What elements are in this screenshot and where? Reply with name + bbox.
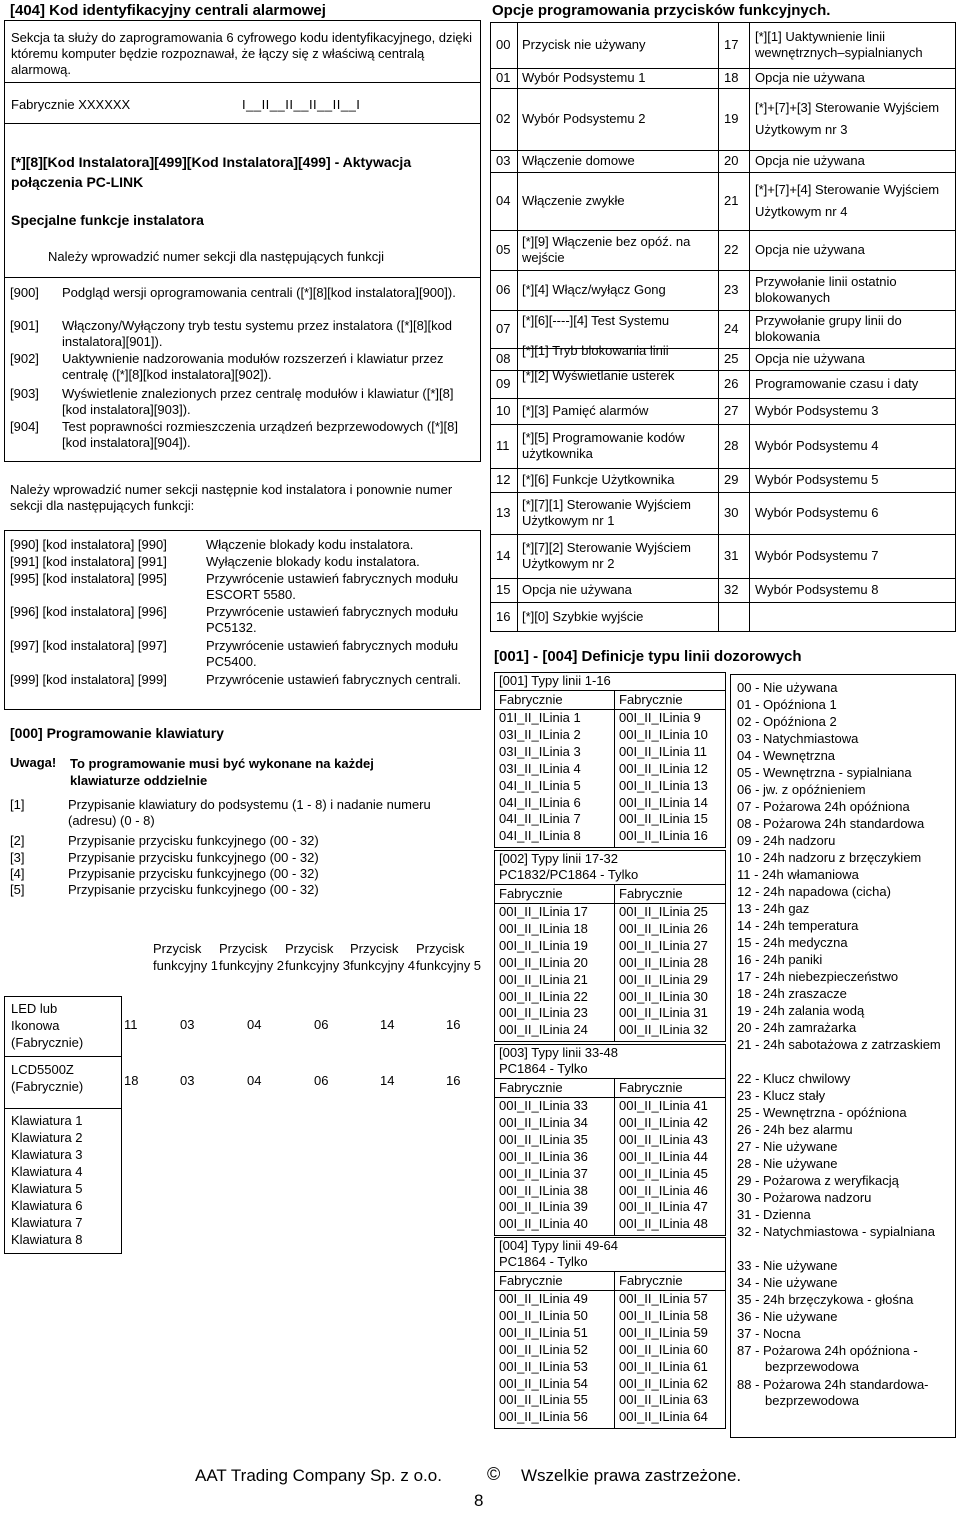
zone-row-cell: 00I_II_ILinia 63 bbox=[619, 1392, 708, 1408]
zone-type-item: 28 - Nie używane bbox=[737, 1156, 838, 1171]
zone-row-cell: 00I_II_ILinia 49 bbox=[499, 1291, 588, 1306]
zone-row-cell: 00I_II_ILinia 46 bbox=[619, 1182, 708, 1198]
zone-row-cell: 00I_II_ILinia 48 bbox=[619, 1216, 708, 1232]
zone-col-header: Fabrycznie bbox=[499, 886, 563, 901]
fkey-value: 14 bbox=[380, 1073, 395, 1088]
fkey-header: Przycisk funkcyjny 3 bbox=[285, 941, 351, 973]
zone-row-cell: 00I_II_ILinia 12 bbox=[619, 760, 708, 776]
zone-row-cell: 00I_II_ILinia 58 bbox=[619, 1307, 708, 1323]
zone-row-cell: 00I_II_ILinia 45 bbox=[619, 1165, 708, 1181]
divider bbox=[494, 690, 726, 691]
zone-row-cell: 03I_II_ILinia 2 bbox=[499, 726, 581, 742]
zone-row-cell: 00I_II_ILinia 38 bbox=[499, 1182, 588, 1198]
keypad-item-code: [5] bbox=[10, 882, 25, 897]
option-number: 30 bbox=[724, 505, 739, 520]
divider bbox=[4, 277, 481, 278]
zone-type-item: 20 - 24h zamrażarka bbox=[737, 1020, 857, 1035]
reset-item-code: [991] [kod instalatora] [991] bbox=[10, 554, 167, 569]
option-number: 08 bbox=[496, 351, 511, 366]
special-item-code: [900] bbox=[10, 285, 39, 300]
zone-type-item: 15 - 24h medyczna bbox=[737, 935, 848, 950]
fkey-header: Przycisk funkcyjny 4 bbox=[350, 941, 416, 973]
zone-row-cell: 00I_II_ILinia 51 bbox=[499, 1324, 588, 1340]
zone-row-cell: 00I_II_ILinia 44 bbox=[619, 1148, 708, 1164]
option-number: 02 bbox=[496, 111, 511, 126]
zone-col-header: Fabrycznie bbox=[499, 1080, 563, 1095]
zone-row-cell: 00I_II_ILinia 29 bbox=[619, 971, 708, 987]
divider bbox=[494, 884, 726, 885]
option-text: Opcja nie używana bbox=[755, 351, 865, 366]
special-functions-intro: Należy wprowadzić numer sekcji dla następujących funkcji bbox=[48, 249, 384, 264]
option-number: 24 bbox=[724, 321, 739, 336]
divider bbox=[614, 884, 615, 1042]
option-number: 20 bbox=[724, 153, 739, 168]
divider bbox=[490, 492, 956, 493]
zone-type-item: 13 - 24h gaz bbox=[737, 901, 810, 916]
option-number: 09 bbox=[496, 376, 511, 391]
zone-type-item: 30 - Pożarowa nadzoru bbox=[737, 1190, 872, 1205]
keypad-item-code: [3] bbox=[10, 850, 25, 865]
copyright-icon: © bbox=[487, 1464, 501, 1484]
fkey-row-label: LED lub Ikonowa (Fabrycznie) bbox=[11, 1001, 84, 1050]
zone-type-item: 19 - 24h zalania wodą bbox=[737, 1003, 865, 1018]
zone-row-cell: 00I_II_ILinia 64 bbox=[619, 1409, 708, 1425]
divider bbox=[490, 270, 956, 271]
option-number: 21 bbox=[724, 193, 739, 208]
zone-row-cell: 00I_II_ILinia 39 bbox=[499, 1199, 588, 1215]
reset-item-text: Przywrócenie ustawień fabrycznych modułu PC5400. bbox=[206, 638, 459, 669]
divider bbox=[614, 1078, 615, 1236]
divider bbox=[490, 310, 956, 311]
zone-type-item: 02 - Opóźniona 2 bbox=[737, 714, 837, 729]
zone-row-cell: 04I_II_ILinia 8 bbox=[499, 828, 581, 844]
zone-type-item: 17 - 24h niebezpieczeństwo bbox=[737, 969, 899, 984]
divider bbox=[4, 82, 481, 83]
option-number: 06 bbox=[496, 282, 511, 297]
option-text: Włączenie zwykłe bbox=[522, 193, 625, 208]
zone-row-cell: 00I_II_ILinia 17 bbox=[499, 904, 588, 919]
fkey-row-label: LCD5500Z (Fabrycznie) bbox=[11, 1062, 84, 1094]
option-text: [*][1] Uaktywnienie linii wewnętrznych–sypialnianych bbox=[755, 29, 923, 60]
zone-type-item: 36 - Nie używane bbox=[737, 1309, 838, 1324]
zone-type-item: 14 - 24h temperatura bbox=[737, 918, 859, 933]
keypad-item-text: Przypisanie przycisku funkcyjnego (00 - 32) bbox=[68, 882, 319, 897]
zone-type-item: 32 - Natychmiastowa - sypialniana bbox=[737, 1224, 935, 1239]
fkey-value: 06 bbox=[314, 1017, 329, 1032]
zone-row-cell: 00I_II_ILinia 56 bbox=[499, 1409, 588, 1425]
divider bbox=[718, 22, 719, 632]
zone-col-header: Fabrycznie bbox=[499, 1273, 563, 1288]
fkey-value: 16 bbox=[446, 1017, 461, 1032]
option-text: [*][7][1] Sterowanie Wyjściem Użytkowym nr 1 bbox=[522, 497, 691, 528]
option-number: 19 bbox=[724, 111, 739, 126]
keypad-name: Klawiatura 4 bbox=[11, 1164, 83, 1179]
reset-item-text: Przywrócenie ustawień fabrycznych centrali. bbox=[206, 672, 462, 687]
option-number: 12 bbox=[496, 472, 511, 487]
option-number: 18 bbox=[724, 70, 739, 85]
zone-row-cell: 00I_II_ILinia 40 bbox=[499, 1216, 588, 1232]
reset-item-text: Wyłączenie blokady kodu instalatora. bbox=[206, 554, 420, 569]
option-number: 05 bbox=[496, 242, 511, 257]
warning-label: Uwaga! bbox=[10, 755, 57, 770]
keypad-name: Klawiatura 8 bbox=[11, 1232, 83, 1247]
fkey-header: Przycisk funkcyjny 1 bbox=[153, 941, 219, 973]
option-text: Wybór Podsystemu 3 bbox=[755, 403, 879, 418]
zone-row-cell: 00I_II_ILinia 55 bbox=[499, 1392, 588, 1408]
zone-row-cell: 00I_II_ILinia 19 bbox=[499, 937, 588, 953]
zone-row-cell: 00I_II_ILinia 47 bbox=[619, 1199, 708, 1215]
special-item-code: [904] bbox=[10, 419, 39, 434]
keypad-item-text: Przypisanie przycisku funkcyjnego (00 - 32) bbox=[68, 833, 319, 848]
option-text: Przycisk nie używany bbox=[522, 37, 646, 52]
zone-type-item: 37 - Nocna bbox=[737, 1326, 801, 1341]
option-text: [*][0] Szybkie wyjście bbox=[522, 609, 644, 624]
zone-type-item: 05 - Wewnętrzna - sypialniana bbox=[737, 765, 912, 780]
zone-table-subheader: PC1864 - Tylko bbox=[499, 1254, 588, 1269]
zone-type-item: 33 - Nie używane bbox=[737, 1258, 838, 1273]
keypad-name: Klawiatura 7 bbox=[11, 1215, 83, 1230]
zone-type-item: 21 - 24h sabotażowa z zatrzaskiem bbox=[737, 1037, 941, 1052]
option-number: 11 bbox=[496, 438, 510, 453]
zone-type-item: 10 - 24h nadzoru z brzęczykiem bbox=[737, 850, 922, 865]
option-number: 14 bbox=[496, 548, 511, 563]
divider bbox=[494, 1271, 726, 1272]
fkey-value: 04 bbox=[247, 1073, 262, 1088]
option-number: 25 bbox=[724, 351, 739, 366]
zone-row-cell: 00I_II_ILinia 41 bbox=[619, 1098, 708, 1113]
option-text: Wybór Podsystemu 5 bbox=[755, 472, 879, 487]
zone-type-item: 04 - Wewnętrzna bbox=[737, 748, 836, 763]
option-number: 15 bbox=[496, 582, 511, 597]
zone-row-cell: 00I_II_ILinia 21 bbox=[499, 971, 588, 987]
divider bbox=[490, 68, 956, 69]
zone-row-cell: 00I_II_ILinia 57 bbox=[619, 1291, 708, 1306]
zone-row-cell: 00I_II_ILinia 37 bbox=[499, 1165, 588, 1181]
zone-row-cell: 00I_II_ILinia 42 bbox=[619, 1114, 708, 1130]
zone-type-item: 34 - Nie używane bbox=[737, 1275, 838, 1290]
option-number: 32 bbox=[724, 582, 739, 597]
zone-row-cell: 00I_II_ILinia 15 bbox=[619, 811, 708, 827]
zone-type-item: 00 - Nie używana bbox=[737, 680, 838, 695]
option-text: [*][6] Funkcje Użytkownika bbox=[522, 472, 675, 487]
special-item-text: Podgląd wersji oprogramowania centrali ([*][8][kod instalatora][900]). bbox=[62, 285, 456, 300]
zone-table-header: [004] Typy linii 49-64 bbox=[499, 1238, 618, 1253]
option-number: 07 bbox=[496, 321, 511, 336]
zone-row-cell: 00I_II_ILinia 52 bbox=[499, 1341, 588, 1357]
zone-row-cell: 00I_II_ILinia 11 bbox=[619, 743, 707, 759]
option-text: Wybór Podsystemu 7 bbox=[755, 548, 879, 563]
fkey-header: Przycisk funkcyjny 2 bbox=[219, 941, 285, 973]
option-number: 04 bbox=[496, 193, 511, 208]
keypad-name: Klawiatura 6 bbox=[11, 1198, 83, 1213]
keypad-item-text: Przypisanie klawiatury do podsystemu (1 - 8) i nadanie numeru (adresu) (0 - 8) bbox=[68, 797, 431, 828]
keypad-item-text: Przypisanie przycisku funkcyjnego (00 - 32) bbox=[68, 866, 319, 881]
zone-table-header: [002] Typy linii 17-32 bbox=[499, 851, 618, 866]
zone-row-cell: 00I_II_ILinia 34 bbox=[499, 1114, 588, 1130]
zone-row-cell: 00I_II_ILinia 35 bbox=[499, 1131, 588, 1147]
fkey-value: 16 bbox=[446, 1073, 461, 1088]
option-text: Wybór Podsystemu 4 bbox=[755, 438, 879, 453]
zone-row-cell: 00I_II_ILinia 59 bbox=[619, 1324, 708, 1340]
divider bbox=[490, 602, 956, 603]
special-item-text: Włączony/Wyłączony tryb testu systemu przez instalatora ([*][8][kod instalatora][901]). bbox=[62, 318, 453, 349]
zone-row-cell: 04I_II_ILinia 6 bbox=[499, 794, 581, 810]
zone-row-cell: 00I_II_ILinia 23 bbox=[499, 1005, 588, 1021]
divider bbox=[614, 1271, 615, 1429]
option-number: 23 bbox=[724, 282, 739, 297]
option-text: Przywołanie linii ostatnio blokowanych bbox=[755, 274, 897, 305]
zone-col-header: Fabrycznie bbox=[499, 692, 563, 707]
option-text: Opcja nie używana bbox=[755, 242, 865, 257]
zone-row-cell: 00I_II_ILinia 18 bbox=[499, 920, 588, 936]
zone-row-cell: 04I_II_ILinia 5 bbox=[499, 777, 581, 793]
options-title: Opcje programowania przycisków funkcyjnych. bbox=[492, 2, 831, 19]
zone-row-cell: 00I_II_ILinia 31 bbox=[619, 1005, 708, 1021]
divider bbox=[490, 88, 956, 89]
fkey-header: Przycisk funkcyjny 5 bbox=[416, 941, 482, 973]
section-404-title: [404] Kod identyfikacyjny centrali alarmowej bbox=[10, 2, 326, 19]
keypad-programming-title: [000] Programowanie klawiatury bbox=[10, 725, 224, 741]
divider bbox=[4, 1056, 122, 1057]
option-text: Przywołanie grupy linii do blokowania bbox=[755, 313, 902, 344]
divider bbox=[614, 690, 615, 848]
zone-col-header: Fabrycznie bbox=[619, 692, 683, 707]
keypad-item-text: Przypisanie przycisku funkcyjnego (00 - 32) bbox=[68, 850, 319, 865]
option-number: 16 bbox=[496, 609, 511, 624]
special-item-code: [901] bbox=[10, 318, 39, 333]
keypad-item-code: [4] bbox=[10, 866, 25, 881]
zone-row-cell: 00I_II_ILinia 61 bbox=[619, 1358, 708, 1374]
option-number: 17 bbox=[724, 37, 739, 52]
divider bbox=[490, 534, 956, 535]
zone-type-item: 23 - Klucz stały bbox=[737, 1088, 826, 1103]
zone-type-item: 31 - Dzienna bbox=[737, 1207, 811, 1222]
keypad-item-code: [2] bbox=[10, 833, 25, 848]
zone-type-item: 22 - Klucz chwilowy bbox=[737, 1071, 851, 1086]
divider bbox=[749, 22, 750, 632]
zone-row-cell: 00I_II_ILinia 26 bbox=[619, 920, 708, 936]
option-number: 10 bbox=[496, 403, 511, 418]
reset-item-code: [995] [kod instalatora] [995] bbox=[10, 571, 167, 586]
option-number: 26 bbox=[724, 376, 739, 391]
option-number: 27 bbox=[724, 403, 739, 418]
reset-item-code: [990] [kod instalatora] [990] bbox=[10, 537, 167, 552]
reset-item-code: [996] [kod instalatora] [996] bbox=[10, 604, 167, 619]
option-text: Programowanie czasu i daty bbox=[755, 376, 919, 391]
zone-type-item: 01 - Opóźniona 1 bbox=[737, 697, 837, 712]
zone-type-item: 87 - Pożarowa 24h opóźniona - bezprzewodowa bbox=[737, 1343, 918, 1374]
zone-type-item: 16 - 24h paniki bbox=[737, 952, 823, 967]
option-number: 13 bbox=[496, 505, 511, 520]
code-entry-boxes: I__II__II__II__II__I bbox=[242, 97, 361, 112]
keypad-name: Klawiatura 2 bbox=[11, 1130, 83, 1145]
option-number: 28 bbox=[724, 438, 739, 453]
fkey-value: 06 bbox=[314, 1073, 329, 1088]
zone-type-item: 18 - 24h zraszacze bbox=[737, 986, 847, 1001]
option-text: [*][9] Włączenie bez opóź. na wejście bbox=[522, 234, 691, 265]
option-text: Opcja nie używana bbox=[522, 582, 632, 597]
page-number: 8 bbox=[474, 1491, 484, 1510]
zone-row-cell: 01I_II_ILinia 1 bbox=[499, 710, 581, 725]
keypad-name: Klawiatura 5 bbox=[11, 1181, 83, 1196]
fkey-value: 04 bbox=[247, 1017, 262, 1032]
fkey-value: 03 bbox=[180, 1017, 195, 1032]
zone-type-item: 08 - Pożarowa 24h standardowa bbox=[737, 816, 925, 831]
option-text: Wybór Podsystemu 2 bbox=[522, 111, 646, 126]
pclink-title: [*][8][Kod Instalatora][499][Kod Instalatora][499] - Aktywacja połączenia PC-LINK bbox=[11, 154, 412, 190]
divider bbox=[490, 424, 956, 425]
zone-table-subheader: PC1832/PC1864 - Tylko bbox=[499, 867, 639, 882]
divider bbox=[4, 1108, 122, 1109]
option-text: Opcja nie używana bbox=[755, 70, 865, 85]
option-number: 03 bbox=[496, 153, 511, 168]
option-text: [*][1] Tryb blokowania linii bbox=[522, 343, 669, 358]
option-text: [*]+[7]+[4] Sterowanie Wyjściem Użytkowym nr 4 bbox=[755, 182, 940, 219]
warning-text: To programowanie musi być wykonane na każdej klawiaturze oddzielnie bbox=[70, 756, 374, 788]
zone-row-cell: 00I_II_ILinia 60 bbox=[619, 1341, 708, 1357]
zone-col-header: Fabrycznie bbox=[619, 1273, 683, 1288]
option-number: 00 bbox=[496, 37, 511, 52]
footer-company: AAT Trading Company Sp. z o.o. bbox=[195, 1466, 442, 1485]
divider bbox=[490, 468, 956, 469]
zone-type-item: 12 - 24h napadowa (cicha) bbox=[737, 884, 891, 899]
zone-type-item: 88 - Pożarowa 24h standardowa- bezprzewodowa bbox=[737, 1377, 929, 1408]
option-text: [*][7][2] Sterowanie Wyjściem Użytkowym nr 2 bbox=[522, 540, 691, 571]
zone-row-cell: 04I_II_ILinia 7 bbox=[499, 811, 581, 827]
option-text: [*][6][----][4] Test Systemu bbox=[522, 313, 670, 328]
zone-type-item: 27 - Nie używane bbox=[737, 1139, 838, 1154]
zone-row-cell: 00I_II_ILinia 14 bbox=[619, 794, 708, 810]
reset-item-code: [999] [kod instalatora] [999] bbox=[10, 672, 167, 687]
zone-type-item: 29 - Pożarowa z weryfikacją bbox=[737, 1173, 899, 1188]
zone-row-cell: 00I_II_ILinia 50 bbox=[499, 1307, 588, 1323]
zone-type-item: 09 - 24h nadzoru bbox=[737, 833, 836, 848]
special-item-text: Wyświetlenie znalezionych przez centralę modułów i klawiatur ([*][8][kod instalatora][903]). bbox=[62, 386, 454, 417]
reset-intro: Należy wprowadzić numer sekcji następnie kod instalatora i ponownie numer sekcji dla następujących funkcji: bbox=[10, 482, 453, 513]
divider bbox=[517, 22, 518, 632]
zone-row-cell: 00I_II_ILinia 9 bbox=[619, 710, 701, 725]
fkey-value: 03 bbox=[180, 1073, 195, 1088]
zone-row-cell: 00I_II_ILinia 62 bbox=[619, 1375, 708, 1391]
zone-type-item: 26 - 24h bez alarmu bbox=[737, 1122, 853, 1137]
footer-rights: Wszelkie prawa zastrzeżone. bbox=[521, 1466, 742, 1485]
keypad-item-code: [1] bbox=[10, 797, 25, 812]
zone-type-item: 07 - Pożarowa 24h opóźniona bbox=[737, 799, 910, 814]
fkey-value: 14 bbox=[380, 1017, 395, 1032]
zone-row-cell: 03I_II_ILinia 3 bbox=[499, 743, 581, 759]
zone-row-cell: 00I_II_ILinia 30 bbox=[619, 988, 708, 1004]
fkey-row-first: 11 bbox=[124, 1017, 138, 1032]
special-functions-title: Specjalne funkcje instalatora bbox=[11, 212, 204, 228]
option-number: 22 bbox=[724, 242, 739, 257]
zone-row-cell: 00I_II_ILinia 43 bbox=[619, 1131, 708, 1147]
option-text: [*][5] Programowanie kodów użytkownika bbox=[522, 430, 685, 461]
section-404-intro: Sekcja ta służy do zaprogramowania 6 cyfrowego kodu identyfikacyjnego, dzięki któremu komputer będzie rozpoznawał, że łączy się z właściwą centralą alarmową. bbox=[11, 30, 473, 77]
option-text: [*][2] Wyświetlanie usterek bbox=[522, 368, 675, 383]
option-number: 29 bbox=[724, 472, 739, 487]
special-item-code: [903] bbox=[10, 386, 39, 401]
zone-table-header: [003] Typy linii 33-48 bbox=[499, 1045, 618, 1060]
option-number: 31 bbox=[724, 548, 739, 563]
zone-row-cell: 00I_II_ILinia 20 bbox=[499, 954, 588, 970]
zones-title: [001] - [004] Definicje typu linii dozorowych bbox=[494, 648, 802, 665]
zone-type-item: 35 - 24h brzęczykowa - głośna bbox=[737, 1292, 914, 1307]
option-text: [*]+[7]+[3] Sterowanie Wyjściem Użytkowym nr 3 bbox=[755, 100, 940, 137]
divider bbox=[4, 123, 481, 124]
reset-item-code: [997] [kod instalatora] [997] bbox=[10, 638, 167, 653]
zone-table-subheader: PC1864 - Tylko bbox=[499, 1061, 588, 1076]
factory-label: Fabrycznie XXXXXX bbox=[11, 97, 131, 112]
option-text: Wybór Podsystemu 8 bbox=[755, 582, 879, 597]
special-item-code: [902] bbox=[10, 351, 39, 366]
zone-row-cell: 00I_II_ILinia 28 bbox=[619, 954, 708, 970]
option-text: [*][4] Włącz/wyłącz Gong bbox=[522, 282, 666, 297]
special-item-text: Test poprawności rozmieszczenia urządzeń bezprzewodowych ([*][8][kod instalatora][904]). bbox=[62, 419, 458, 450]
zone-col-header: Fabrycznie bbox=[619, 886, 683, 901]
zone-row-cell: 00I_II_ILinia 33 bbox=[499, 1098, 588, 1113]
divider bbox=[490, 398, 956, 399]
zone-row-cell: 00I_II_ILinia 25 bbox=[619, 904, 708, 919]
reset-item-text: Przywrócenie ustawień fabrycznych modułu ESCORT 5580. bbox=[206, 571, 459, 602]
divider bbox=[490, 150, 956, 151]
option-text: Wybór Podsystemu 1 bbox=[522, 70, 646, 85]
divider bbox=[490, 578, 956, 579]
option-number: 01 bbox=[496, 70, 511, 85]
zone-row-cell: 00I_II_ILinia 53 bbox=[499, 1358, 588, 1374]
zone-row-cell: 00I_II_ILinia 16 bbox=[619, 828, 708, 844]
zone-type-item: 11 - 24h włamaniowa bbox=[737, 867, 859, 882]
option-text: [*][3] Pamięć alarmów bbox=[522, 403, 649, 418]
zone-row-cell: 00I_II_ILinia 32 bbox=[619, 1022, 708, 1038]
zone-row-cell: 00I_II_ILinia 36 bbox=[499, 1148, 588, 1164]
zone-row-cell: 00I_II_ILinia 54 bbox=[499, 1375, 588, 1391]
reset-item-text: Przywrócenie ustawień fabrycznych modułu PC5132. bbox=[206, 604, 459, 635]
option-text: Włączenie domowe bbox=[522, 153, 635, 168]
keypad-name: Klawiatura 3 bbox=[11, 1147, 83, 1162]
zone-row-cell: 00I_II_ILinia 24 bbox=[499, 1022, 588, 1038]
zone-type-item: 06 - jw. z opóźnieniem bbox=[737, 782, 866, 797]
zone-row-cell: 00I_II_ILinia 13 bbox=[619, 777, 708, 793]
zone-table-header: [001] Typy linii 1-16 bbox=[499, 673, 611, 688]
zone-type-item: 03 - Natychmiastowa bbox=[737, 731, 859, 746]
zone-row-cell: 00I_II_ILinia 10 bbox=[619, 726, 708, 742]
fkey-row-first: 18 bbox=[124, 1073, 139, 1088]
divider bbox=[490, 172, 956, 173]
reset-item-text: Włączenie blokady kodu instalatora. bbox=[206, 537, 414, 552]
keypad-name: Klawiatura 1 bbox=[11, 1113, 83, 1128]
zone-row-cell: 00I_II_ILinia 27 bbox=[619, 937, 708, 953]
option-text: Opcja nie używana bbox=[755, 153, 865, 168]
divider bbox=[494, 1078, 726, 1079]
zone-row-cell: 00I_II_ILinia 22 bbox=[499, 988, 588, 1004]
zone-row-cell: 03I_II_ILinia 4 bbox=[499, 760, 581, 776]
option-text: Wybór Podsystemu 6 bbox=[755, 505, 879, 520]
divider bbox=[490, 230, 956, 231]
special-item-text: Uaktywnienie nadzorowania modułów rozszerzeń i klawiatur przez centralę ([*][8][kod instalatora][902]). bbox=[62, 351, 444, 382]
zone-type-item: 25 - Wewnętrzna - opóźniona bbox=[737, 1105, 907, 1120]
zone-col-header: Fabrycznie bbox=[619, 1080, 683, 1095]
